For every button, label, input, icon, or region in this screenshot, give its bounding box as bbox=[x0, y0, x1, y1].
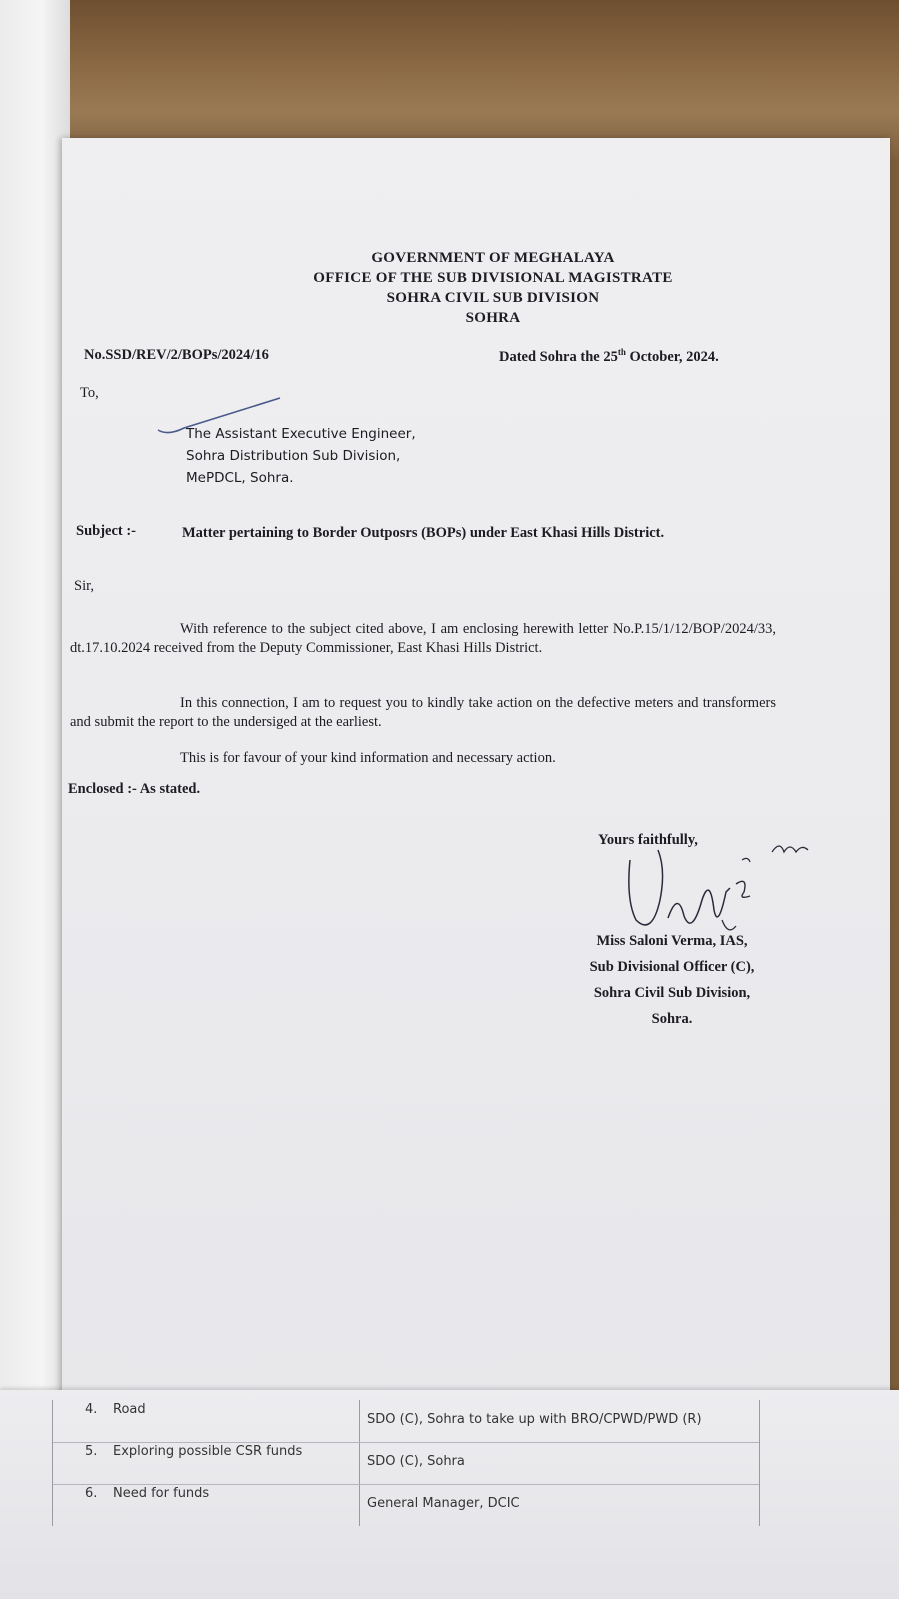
letterhead-line-4: SOHRA bbox=[465, 310, 521, 326]
row-item: Need for funds bbox=[113, 1486, 210, 1501]
row-number: 4. bbox=[85, 1402, 98, 1417]
row-responsibility: SDO (C), Sohra bbox=[367, 1454, 465, 1469]
letterhead-line-1: GOVERNMENT OF MEGHALAYA bbox=[371, 250, 615, 266]
signatory-designation: Sub Divisional Officer (C), bbox=[589, 959, 755, 975]
table-row bbox=[53, 1400, 759, 1443]
letterhead bbox=[62, 248, 890, 328]
row-number: 6. bbox=[85, 1486, 98, 1501]
body-paragraph-2: In this connection, I am to request you to kindly take action on the defective meters and transformers and submit the report to the undersiged at the earliest. bbox=[70, 695, 776, 730]
signatory-place: Sohra. bbox=[651, 1011, 693, 1027]
row-responsibility: SDO (C), Sohra to take up with BRO/CPWD/PWD (R) bbox=[367, 1412, 702, 1427]
signatory-name: Miss Saloni Verma, IAS, bbox=[596, 933, 748, 949]
row-item: Exploring possible CSR funds bbox=[113, 1444, 303, 1459]
reference-number: No.SSD/REV/2/BOPs/2024/16 bbox=[84, 347, 269, 363]
enclosure-note: Enclosed :- As stated. bbox=[68, 781, 201, 797]
addressee-line-3: MePDCL, Sohra. bbox=[186, 470, 294, 486]
date-rest: October, 2024. bbox=[625, 348, 719, 365]
date-prefix: Dated Sohra the 25 bbox=[499, 348, 618, 365]
addressee-block bbox=[186, 423, 416, 489]
table-row bbox=[53, 1484, 759, 1526]
letter-page bbox=[62, 138, 890, 1599]
subject-label: Subject :- bbox=[76, 523, 137, 539]
row-number: 5. bbox=[85, 1444, 98, 1459]
table-row bbox=[53, 1442, 759, 1485]
closing-line: Yours faithfully, bbox=[598, 832, 698, 848]
body-paragraph-3: This is for favour of your kind information and necessary action. bbox=[180, 750, 556, 766]
salutation: Sir, bbox=[74, 578, 94, 594]
wooden-table-background bbox=[0, 0, 899, 160]
date-suffix: th bbox=[617, 347, 626, 357]
letter-date bbox=[499, 347, 719, 366]
to-label: To, bbox=[80, 385, 99, 401]
row-responsibility: General Manager, DCIC bbox=[367, 1496, 520, 1511]
signatory-office: Sohra Civil Sub Division, bbox=[593, 985, 751, 1001]
row-item: Road bbox=[113, 1402, 146, 1417]
adjacent-page-edge bbox=[0, 0, 70, 1599]
letterhead-line-3: SOHRA CIVIL SUB DIVISION bbox=[386, 290, 600, 306]
addressee-line-2: Sohra Distribution Sub Division, bbox=[186, 448, 401, 464]
subject-text: Matter pertaining to Border Outposrs (BOPs) under East Khasi Hills District. bbox=[182, 525, 665, 541]
addressee-line-1: The Assistant Executive Engineer, bbox=[186, 426, 416, 442]
signatory-block bbox=[542, 928, 802, 1032]
underlying-table-sheet bbox=[0, 1390, 899, 1599]
letterhead-line-2: OFFICE OF THE SUB DIVISIONAL MAGISTRATE bbox=[313, 270, 673, 286]
action-table bbox=[52, 1400, 760, 1526]
body-paragraph-1: With reference to the subject cited above, I am enclosing herewith letter No.P.15/1/12/BOP/2024/33, dt.17.10.2024 received from the Deputy Commissioner, East Khasi Hills District. bbox=[70, 621, 776, 656]
